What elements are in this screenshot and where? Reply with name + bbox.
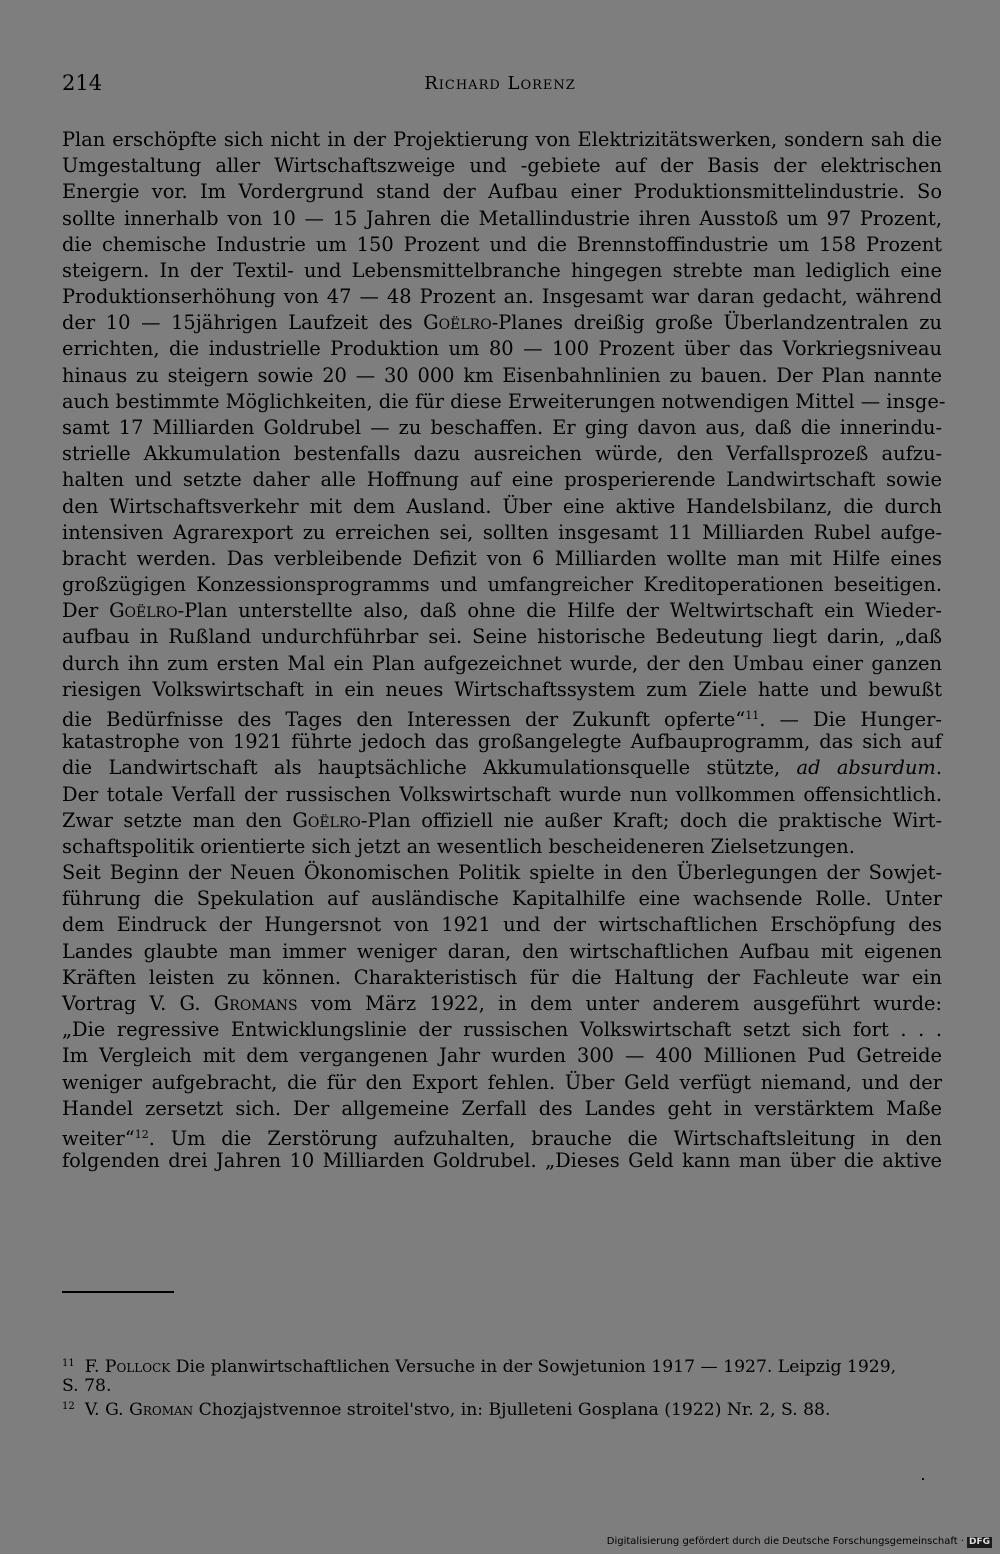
line-text: Kräften leisten zu können. Charakteristisch für die Haltung der Fachleute war ein — [62, 965, 942, 989]
line-text: weiter“ — [62, 1126, 135, 1150]
footnote-mark: 12 — [62, 1401, 75, 1412]
line-text: die Bedürfnisse des Tages den Interessen der Zukunft opferte“ — [62, 708, 746, 731]
line-text: schaftspolitik orientierte sich jetzt an wesentlich bescheideneren Zielsetzungen. — [62, 834, 855, 858]
line-text: aufbau in Rußland undurchführbar sei. Seine historische Bedeutung liegt darin, „daß — [62, 625, 942, 649]
text-line — [62, 965, 942, 991]
line-text: sollte innerhalb von 10 — 15 Jahren die Metallindustrie ihren Ausstoß um 97 Prozent, — [62, 206, 942, 230]
line-text: Seit Beginn der Neuen Ökonomischen Politik spielte in den Überlegungen der Sowjet- — [62, 861, 942, 884]
line-text: weniger aufgebracht, die für den Export fehlen. Über Geld verfügt niemand, und der — [62, 1070, 942, 1094]
text-line — [62, 389, 946, 415]
line-text: die Landwirtschaft als hauptsächliche Akkumulationsquelle stützte, — [62, 756, 797, 780]
italic-phrase: ad absurdum — [796, 756, 936, 780]
line-text: -Plan offiziell nie außer Kraft; doch die praktische Wirt- — [360, 808, 943, 832]
line-text: -Plan unterstellte also, daß ohne die Hilfe der Weltwirtschaft ein Wieder- — [177, 599, 942, 623]
footnote — [62, 1396, 952, 1421]
line-text: strielle Akkumulation bestenfalls dazu ausreichen würde, den Verfallsprozeß aufzu- — [62, 442, 942, 466]
footnote-rule — [62, 1291, 174, 1293]
text-line — [62, 991, 942, 1017]
text-line — [62, 703, 942, 729]
text-line — [62, 860, 942, 886]
footnote-text: V. G. — [84, 1400, 130, 1420]
footnote-text: Chozjajstvennoe stroitel'stvo, in: Bjulleteni Gosplana (1922) Nr. 2, S. 88. — [193, 1400, 831, 1420]
text-line — [62, 179, 942, 205]
scan-speck — [922, 1478, 924, 1480]
line-text: . Um die Zerstörung aufzuhalten, brauche die Wirtschaftsleitung in den — [148, 1126, 942, 1150]
line-text: steigern. In der Textil- und Lebensmittelbranche hingegen strebte man lediglich eine — [62, 258, 942, 282]
line-text: Handel zersetzt sich. Der allgemeine Zerfall des Landes geht in verstärktem Maße — [62, 1096, 942, 1120]
text-line — [62, 494, 942, 520]
footnote-ref: 11 — [745, 709, 760, 722]
text-line — [62, 1017, 942, 1043]
line-text: hinaus zu steigern sowie 20 — 30 000 km Eisenbahnlinien zu bauen. Der Plan nannte — [62, 363, 942, 387]
text-line — [62, 467, 942, 493]
line-text: der 10 — 15jährigen Laufzeit des — [62, 311, 424, 335]
text-line — [62, 1148, 942, 1174]
line-text: . — [935, 756, 942, 780]
line-text: Umgestaltung aller Wirtschaftszweige und -gebiete auf der Basis der elektrischen — [62, 154, 942, 178]
line-text: Plan erschöpfte sich nicht in der Projektierung von Elektrizitätswerken, sondern sah die — [62, 128, 942, 151]
text-line — [62, 520, 942, 546]
line-text: durch ihn zum ersten Mal ein Plan aufgezeichnet wurde, der den Umbau einer ganzen — [62, 651, 942, 675]
text-line — [62, 127, 942, 153]
credit-text: Digitalisierung gefördert durch die Deutsche Forschungsgemeinschaft · — [606, 1536, 964, 1547]
text-line — [62, 834, 942, 860]
small-caps-name: Goëlro — [109, 599, 178, 623]
text-line — [62, 153, 942, 179]
text-line — [62, 912, 942, 938]
text-line — [62, 808, 942, 834]
text-line — [62, 363, 942, 389]
text-line — [62, 336, 942, 362]
line-text: bracht werden. Das verbleibende Defizit von 6 Milliarden wollte man mit Hilfe eines — [62, 546, 942, 570]
text-line — [62, 729, 942, 755]
digitization-credit — [607, 1536, 992, 1548]
line-text: Der — [62, 599, 110, 623]
text-line — [62, 651, 942, 677]
line-text: Vortrag V. G. — [62, 991, 214, 1015]
text-line — [62, 206, 942, 232]
line-text: die chemische Industrie um 150 Prozent und die Brennstoffindustrie um 158 Prozent — [62, 232, 942, 256]
line-text: riesigen Volkswirtschaft in ein neues Wirtschaftssystem zum Ziele hatte und bewußt — [62, 677, 942, 701]
line-text: großzügigen Konzessionsprogramms und umfangreicher Kreditoperationen beseitigen. — [62, 573, 942, 597]
line-text: errichten, die industrielle Produktion um 80 — 100 Prozent über das Vorkriegsniveau — [62, 337, 942, 361]
line-text: intensiven Agrarexport zu erreichen sei, sollten insgesamt 11 Milliarden Rubel aufge- — [62, 520, 942, 544]
small-caps-name: Goëlro — [292, 808, 361, 832]
line-text: . — Die Hunger- — [759, 708, 942, 731]
line-text: Der totale Verfall der russischen Volkswirtschaft wurde nun vollkommen offensichtlich. — [62, 782, 942, 806]
line-text: folgenden drei Jahren 10 Milliarden Goldrubel. „Dieses Geld kann man über die aktive — [62, 1149, 942, 1172]
text-line — [62, 598, 942, 624]
line-text: auch bestimmte Möglichkeiten, die für diese Erweiterungen notwendigen Mittel — insge- — [62, 389, 946, 413]
line-text: halten und setzte daher alle Hoffnung auf eine prosperierende Landwirtschaft sowie — [62, 468, 942, 492]
text-line — [62, 232, 942, 258]
text-line — [62, 572, 942, 598]
line-text: den Wirtschaftsverkehr mit dem Ausland. Über eine aktive Handelsbilanz, die durch — [62, 494, 942, 518]
line-text: katastrophe von 1921 führte jedoch das großangelegte Aufbauprogramm, das sich auf — [62, 730, 942, 754]
text-line — [62, 939, 942, 965]
text-line — [62, 1096, 942, 1122]
text-line — [62, 1043, 942, 1069]
footnote-ref: 12 — [134, 1127, 149, 1141]
dfg-logo: DFG — [968, 1537, 990, 1547]
text-line — [62, 755, 942, 781]
text-line — [62, 886, 942, 912]
line-text: „Die regressive Entwicklungslinie der russischen Volkswirtschaft setzt sich fort . . . — [62, 1018, 942, 1042]
text-line — [62, 284, 942, 310]
footnote-text: F. — [84, 1357, 105, 1377]
text-line — [62, 677, 942, 703]
text-line — [62, 258, 942, 284]
line-text: führung die Spekulation auf ausländische Kapitalhilfe eine wachsende Rolle. Unter — [62, 887, 942, 911]
line-text: samt 17 Milliarden Goldrubel — zu beschaffen. Er ging davon aus, daß die innerindu- — [62, 416, 942, 439]
footnote-mark: 11 — [62, 1358, 75, 1369]
author-name: Groman — [129, 1400, 194, 1420]
page-number: 214 — [62, 71, 103, 95]
text-line — [62, 441, 942, 467]
running-head: Richard Lorenz — [424, 73, 576, 94]
small-caps-name: Gromans — [213, 991, 298, 1015]
text-line — [62, 1122, 942, 1148]
line-text: Landes glaubte man immer weniger daran, den wirtschaftlichen Aufbau mit eigenen — [62, 939, 942, 963]
line-text: Produktionserhöhung von 47 — 48 Prozent an. Insgesamt war daran gedacht, während — [62, 285, 942, 309]
footnote-text: Die planwirtschaftlichen Versuche in der Sowjetunion 1917 — 1927. Leipzig 1929, — [170, 1357, 897, 1377]
text-line — [62, 546, 942, 572]
line-text: vom März 1922, in dem unter anderem ausgeführt wurde: — [297, 991, 942, 1015]
text-line — [62, 782, 942, 808]
line-text: Im Vergleich mit dem vergangenen Jahr wurden 300 — 400 Millionen Pud Getreide — [62, 1044, 942, 1068]
author-name: Pollock — [104, 1357, 171, 1377]
line-text: Energie vor. Im Vordergrund stand der Aufbau einer Produktionsmittelindustrie. So — [62, 180, 942, 204]
footnote-continuation: S. 78. — [62, 1376, 112, 1396]
text-line — [62, 310, 942, 336]
line-text: Zwar setzte man den — [62, 808, 293, 832]
small-caps-name: Goëlro — [423, 311, 492, 335]
text-line — [62, 1070, 942, 1096]
line-text: dem Eindruck der Hungersnot von 1921 und der wirtschaftlichen Erschöpfung des — [62, 913, 942, 937]
line-text: -Planes dreißig große Überlandzentralen zu — [491, 311, 942, 335]
text-line — [62, 624, 942, 650]
text-line — [62, 415, 942, 441]
